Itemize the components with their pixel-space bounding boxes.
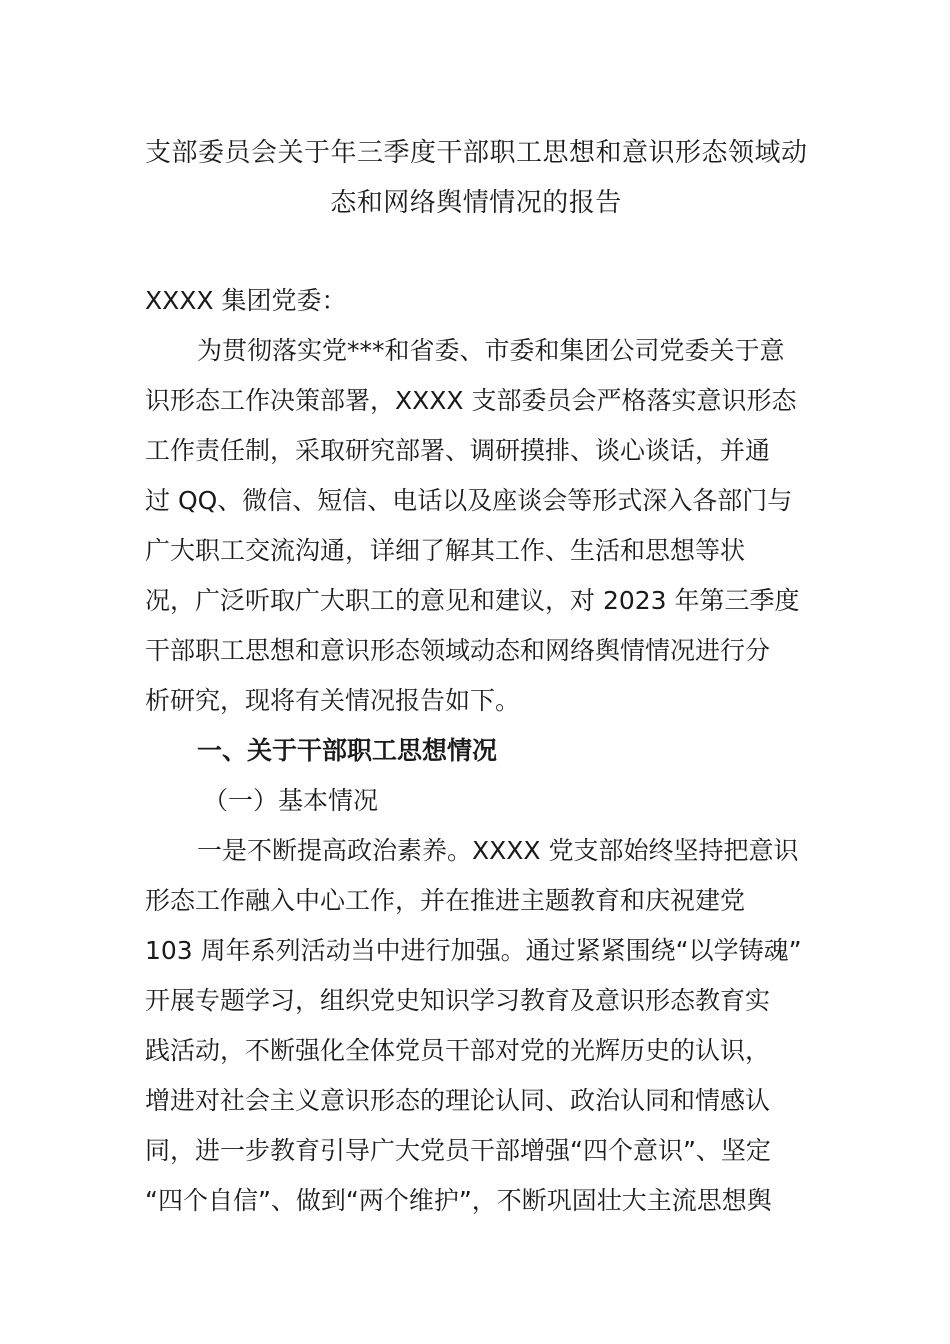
intro-line: 工作责任制，采取研究部署、调研摸排、谈心谈话，并通 xyxy=(145,436,771,465)
paragraph-line: 103 周年系列活动当中进行加强。通过紧紧围绕“以学铸魂” xyxy=(145,936,802,965)
subsection-heading: （一）基本情况 xyxy=(203,786,379,815)
paragraph-line: “四个自信”、做到“两个维护”，不断巩固壮大主流思想舆 xyxy=(145,1186,772,1215)
intro-line: 广大职工交流沟通，详细了解其工作、生活和思想等状 xyxy=(145,536,746,565)
salutation: XXXX 集团党委： xyxy=(145,286,347,315)
intro-line: 干部职工思想和意识形态领域动态和网络舆情情况进行分 xyxy=(145,636,771,665)
document-title xyxy=(145,128,807,228)
intro-line: 析研究，现将有关情况报告如下。 xyxy=(145,686,521,715)
intro-line: 过 QQ、微信、短信、电话以及座谈会等形式深入各部门与 xyxy=(145,486,793,515)
intro-line: 为贯彻落实党***和省委、市委和集团公司党委关于意 xyxy=(197,336,785,365)
paragraph-line: 一是不断提高政治素养。XXXX 党支部始终坚持把意识 xyxy=(197,836,799,865)
paragraph-line: 增进对社会主义意识形态的理论认同、政治认同和情感认 xyxy=(145,1086,771,1115)
section-heading: 一、关于干部职工思想情况 xyxy=(197,736,498,765)
intro-line: 识形态工作决策部署，XXXX 支部委员会严格落实意识形态 xyxy=(145,386,797,415)
intro-line: 况，广泛听取广大职工的意见和建议，对 2023 年第三季度 xyxy=(145,586,800,615)
paragraph-line: 践活动，不断强化全体党员干部对党的光辉历史的认识， xyxy=(145,1036,771,1065)
title-line: 支部委员会关于年三季度干部职工思想和意识形态领域动 xyxy=(145,138,808,168)
paragraph-line: 形态工作融入中心工作，并在推进主题教育和庆祝建党 xyxy=(145,886,746,915)
paragraph-line: 同，进一步教育引导广大党员干部增强“四个意识”、坚定 xyxy=(145,1136,771,1165)
title-line: 态和网络舆情情况的报告 xyxy=(330,188,622,218)
paragraph-line: 开展专题学习，组织党史知识学习教育及意识形态教育实 xyxy=(145,986,771,1015)
document-body xyxy=(145,276,815,1226)
